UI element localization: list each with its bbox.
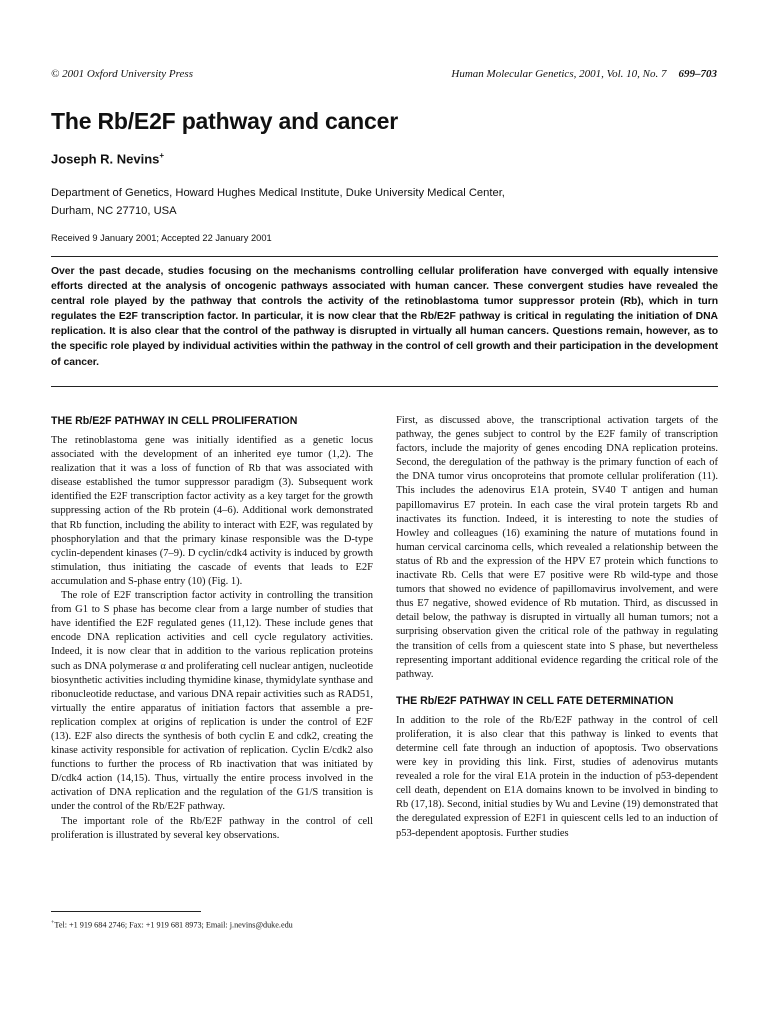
copyright: © 2001 Oxford University Press xyxy=(51,68,193,80)
abstract-top-rule xyxy=(51,256,718,257)
affiliation xyxy=(51,184,651,220)
section-heading: THE Rb/E2F PATHWAY IN CELL PROLIFERATION xyxy=(51,415,298,427)
author xyxy=(51,151,164,166)
journal-citation xyxy=(451,68,717,80)
footnote-text: Tel: +1 919 684 2746; Fax: +1 919 681 8973; Email: j.nevins@duke.edu xyxy=(54,920,293,930)
left-column xyxy=(51,414,373,843)
section-heading: THE Rb/E2F PATHWAY IN CELL FATE DETERMINATION xyxy=(396,694,674,707)
paragraph: The role of E2F transcription factor activity in controlling the transition from G1 to S phase has become clear from a large number of studies that have identified the E2F regulated genes (11,12). These include genes that encode DNA replication activities and cell cycle regulatory activities. Indeed, it is now clear that in addition to the various replication proteins such as DNA polymerase α and proliferating cell nuclear antigen, nucleotide biosynthetic activities including thymidine kinase, thymidylate synthase and ribonucleotide reductase, and various DNA repair activities such as RAD51, virtually the entire apparatus of initiation factors that assemble a pre-replication complex at origins of replication is under the control of E2F (13). E2F also directs the synthesis of both cyclin E and cdk2, creating the kinase activity responsible for activation of replication. Cyclin E/cdk2 also functions to further the process of Rb inactivation that was initiated by D/cdk4 action (14,15). Thus, virtually the entire process involved in the activation of DNA replication and the regulation of the G1/S transition is under the control of the Rb/E2F pathway. xyxy=(51,590,373,813)
author-footnote-mark: + xyxy=(159,151,165,160)
paragraph: The important role of the Rb/E2F pathway in the control of cell proliferation is illustrated by several key observations. xyxy=(51,815,373,841)
article-title: The Rb/E2F pathway and cancer xyxy=(51,108,398,134)
affiliation-line-1: Department of Genetics, Howard Hughes Medical Institute, Duke University Medical Center, xyxy=(51,187,505,199)
affiliation-line-2: Durham, NC 27710, USA xyxy=(51,205,177,217)
received-date: Received 9 January 2001; Accepted 22 January 2001 xyxy=(51,233,272,243)
journal-name: Human Molecular Genetics, 2001, Vol. 10, No. 7 xyxy=(451,68,667,80)
author-name: Joseph R. Nevins xyxy=(51,151,160,167)
footnote-rule xyxy=(51,911,201,912)
footnote-mark: + xyxy=(51,920,55,926)
footnote xyxy=(51,920,293,930)
right-column xyxy=(396,414,718,841)
running-header xyxy=(51,68,717,84)
paragraph: The retinoblastoma gene was initially identified as a genetic locus associated with the development of an inherited eye tumor (1,2). The realization that it was a loss of function of Rb that was associated with disease established the tumor suppressor paradigm (3). Subsequent work identified the E2F transcription factor activity as a key target for the growth suppressing action of the Rb protein (4–6). Additional work demonstrated that Rb function, including the ability to interact with E2F, was regulated by phosphorylation and that the primary kinase responsible was the D-type cyclin-dependent kinases (7–9). D cyclin/cdk4 activity is induced by growth stimulation, thus initiating the cascade of events that leads to E2F accumulation and S-phase entry (10) (Fig. 1). xyxy=(51,435,373,587)
abstract-bottom-rule xyxy=(51,386,718,387)
abstract: Over the past decade, studies focusing on the mechanisms controlling cellular proliferation have converged with equally intensive efforts directed at the analysis of oncogenic pathways associated with human cancer. These convergent studies have revealed the central role played by the pathway that controls the activity of the retinoblastoma tumor suppressor protein (Rb), which in turn regulates the E2F transcription factor. In particular, it is now clear that the Rb/E2F pathway is critical in regulating the initiation of DNA replication. It is also clear that the control of the pathway is disrupted in virtually all human cancers. Questions remain, however, as to the specific role played by individual activities within the pathway in the control of cell growth and their participation in the development of cancer. xyxy=(51,266,718,368)
paragraph: In addition to the role of the Rb/E2F pathway in the control of cell proliferation, it is also clear that this pathway is linked to events that determine cell fate through an induction of apoptosis. Two observations were key in providing this link. First, studies of adenovirus mutants revealed a role for the viral E1A protein in the induction of p53-dependent cell death, dependent on E1A domains known to be involved in binding to Rb (17,18). Second, initial studies by Wu and Levine (19) demonstrated that the deregulated expression of E2F1 in quiescent cells led to an induction of p53-dependent apoptosis. Further studies xyxy=(396,714,718,839)
page-range: 699–703 xyxy=(678,68,717,80)
paragraph: First, as discussed above, the transcriptional activation targets of the pathway, the genes subject to control by the E2F family of transcription factors, include the majority of genes encoding DNA replication proteins. Second, the deregulation of the pathway is the primary function of each of the DNA tumor virus oncoproteins that promote cellular proliferation (11). This includes the adenovirus E1A protein, SV40 T antigen and human papillomavirus E7 protein. In each case the viral protein targets Rb and inactivates its function. Indeed, it is interesting to note the studies of Howley and colleagues (16) examining the nature of mutations found in human cervical carcinoma cells, which revealed a relationship between the status of Rb and the expression of the HPV E7 protein which functions to inactivate Rb. Cells that were E7 positive were Rb wild-type and those tumors that showed no evidence of papillomavirus involvement, and were thus E7 negative, showed evidence of Rb mutation. Third, as discussed in detail below, the pathway is disrupted in virtually all human tumors; not a surprising observation given the critical role of the pathway in regulating the transition of cells from a quiescent state into S phase, but nevertheless representing important additional evidence regarding the critical role of the pathway. xyxy=(396,415,718,680)
